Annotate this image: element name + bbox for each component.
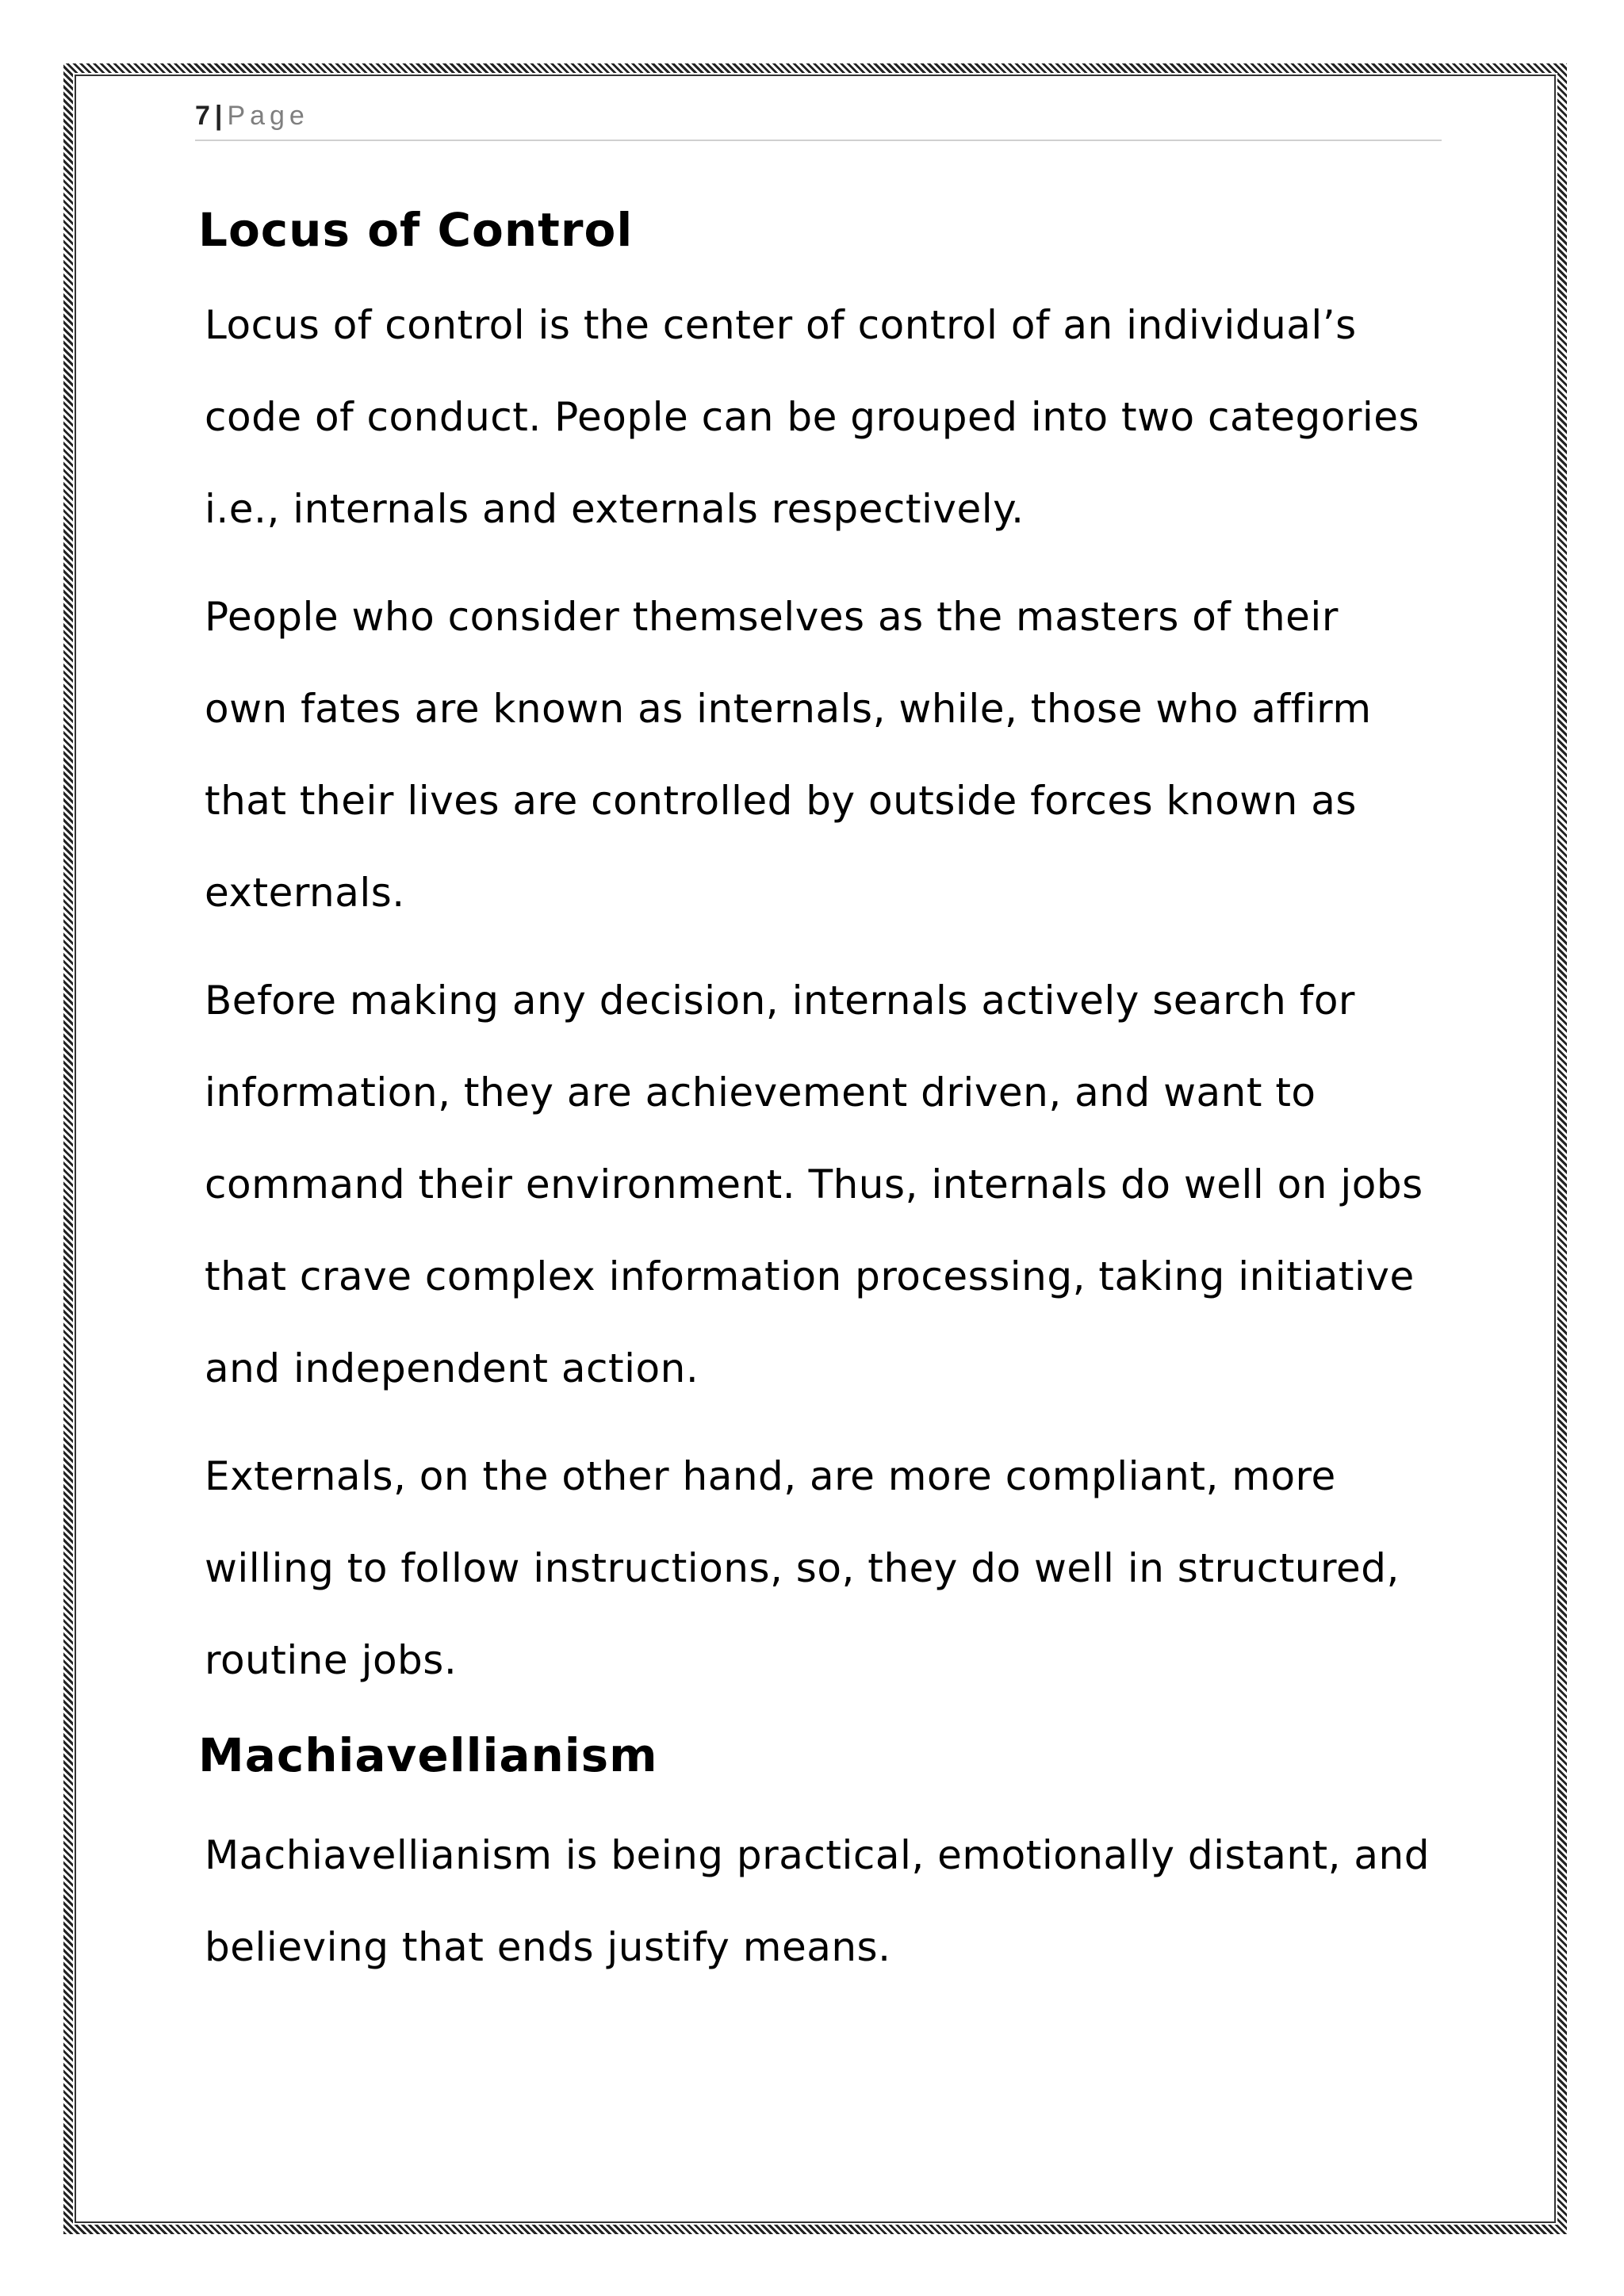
paragraph-internals-externals [198, 571, 1467, 939]
page-header [195, 98, 1442, 141]
text-line: Locus of control is the center of control of an individual’s [205, 302, 1357, 348]
text-line: Machiavellianism is being practical, emotionally distant, and [205, 1832, 1430, 1878]
text-line: that their lives are controlled by outside forces known as [205, 778, 1357, 824]
page-label: Page [227, 101, 309, 131]
text-line: People who consider themselves as the masters of their [205, 594, 1339, 640]
text-line: Before making any decision, internals actively search for [205, 978, 1355, 1024]
text-line: i.e., internals and externals respectively. [205, 486, 1025, 532]
text-line: externals. [205, 870, 405, 916]
text-line: Externals, on the other hand, are more compliant, more [205, 1453, 1336, 1499]
section-heading-machiavellianism: Machiavellianism [198, 1728, 658, 1782]
paragraph-externals-behavior [198, 1430, 1467, 1706]
text-line: and independent action. [205, 1345, 699, 1391]
text-line: that crave complex information processing, taking initiative [205, 1253, 1415, 1299]
page-header-separator: | [214, 101, 223, 131]
document-body [198, 198, 1467, 1993]
paragraph-locus-definition [198, 279, 1467, 555]
section-heading-locus-of-control: Locus of Control [198, 203, 634, 257]
text-line: command their environment. Thus, internals do well on jobs [205, 1161, 1423, 1207]
paragraph-internals-behavior [198, 955, 1467, 1414]
text-line: code of conduct. People can be grouped into two categories [205, 394, 1420, 440]
text-line: believing that ends justify means. [205, 1924, 891, 1970]
paragraph-machiavellianism-definition [198, 1809, 1467, 1993]
text-line: information, they are achievement driven, and want to [205, 1070, 1316, 1115]
page-number: 7 [195, 101, 210, 131]
text-line: willing to follow instructions, so, they do well in structured, [205, 1545, 1400, 1591]
text-line: routine jobs. [205, 1637, 458, 1683]
text-line: own fates are known as internals, while, those who affirm [205, 686, 1372, 732]
